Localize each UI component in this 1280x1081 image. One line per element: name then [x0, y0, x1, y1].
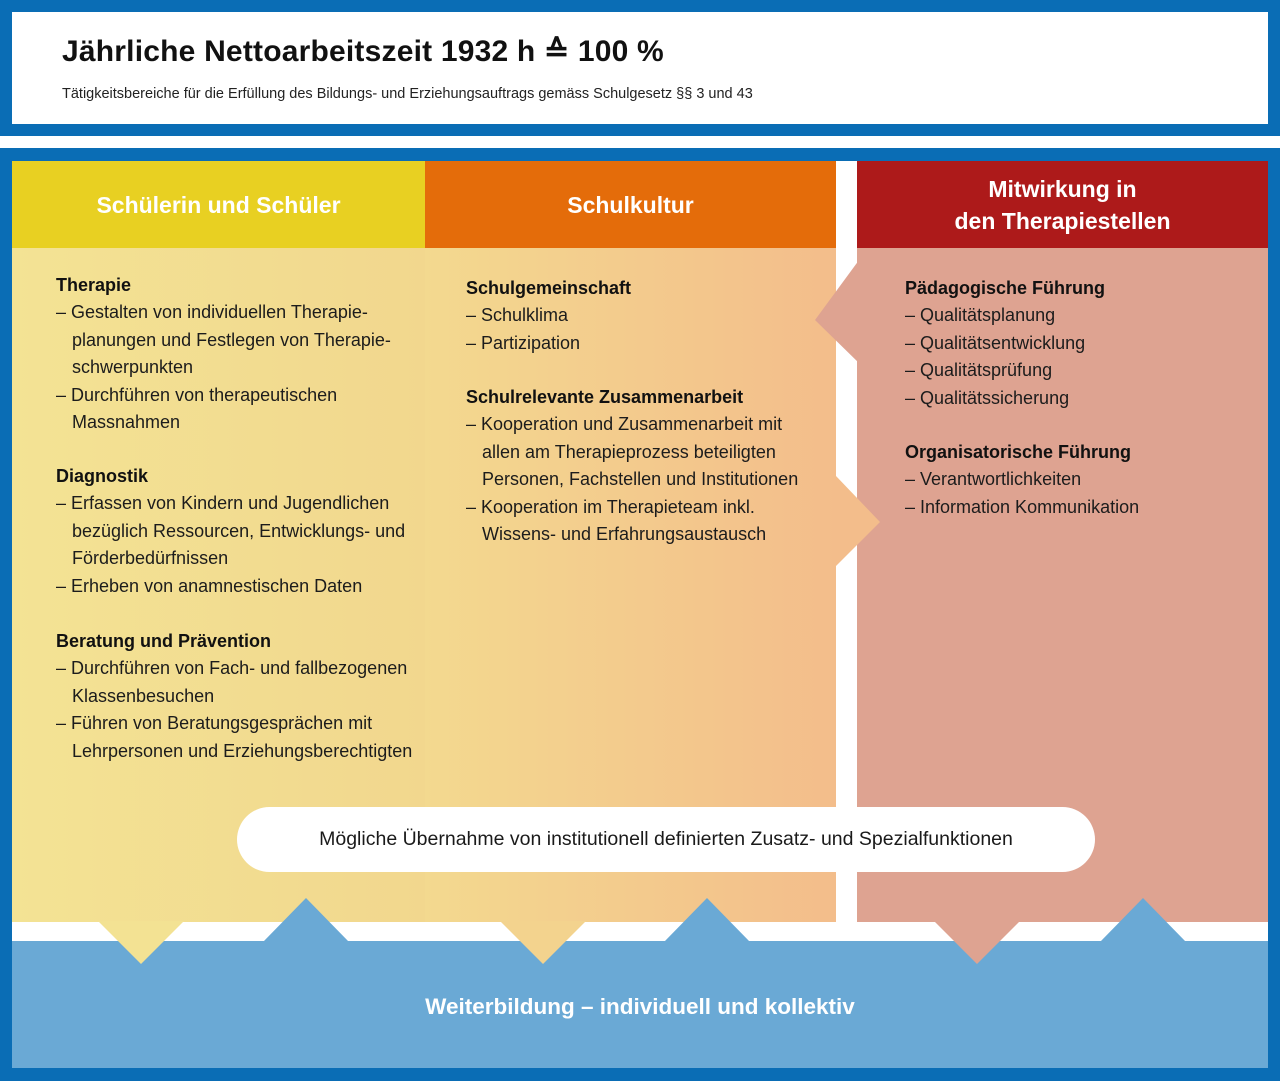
list-item: – Qualitätsprüfung [905, 360, 1053, 381]
list-item: – Kooperation und Zusammenarbeit mit allen am Therapieprozess beteiligten Personen, Fachstellen und Institutionen [466, 414, 799, 490]
list-item: – Schulklima [466, 305, 569, 326]
page-title: Jährliche Nettoarbeitszeit 1932 h ≙ 100 % [62, 35, 664, 68]
section-organisatorische-fuehrung [905, 439, 1245, 521]
column-header-therapiestellen [857, 161, 1268, 248]
section-heading: Beratung und Prävention [56, 631, 272, 651]
section-beratung [56, 628, 426, 765]
list-item: – Information Kommunikation [905, 496, 1140, 517]
list-item: – Erfassen von Kindern und Jugendlichen bezüglich Ressourcen, Entwicklungs- und Förderbedürfnissen [56, 493, 406, 569]
section-heading: Organisatorische Führung [905, 442, 1132, 462]
list-item: – Führen von Beratungsgesprächen mit Lehrpersonen und Erziehungsberechtigten [56, 713, 413, 761]
section-therapie [56, 272, 416, 436]
list-item: – Verantwortlichkeiten [905, 469, 1082, 490]
section-heading: Schulrelevante Zusammenarbeit [466, 387, 744, 407]
list-item: – Durchführen von Fach- und fallbezogenen Klassenbesuchen [56, 658, 408, 706]
column-title-line1: Mitwirkung in [988, 175, 1137, 202]
column-header-schulkultur [425, 161, 836, 248]
arrow-left-icon [812, 251, 862, 371]
arrow-down-icon [500, 921, 586, 965]
diagram-frame [0, 148, 1280, 1081]
column-title: Schülerin und Schüler [96, 191, 341, 218]
column-title-line2: den Therapiestellen [954, 207, 1171, 234]
arrow-up-icon [263, 898, 349, 942]
arrow-right-icon [832, 476, 882, 566]
list-item: – Qualitätsplanung [905, 305, 1056, 326]
section-zusammenarbeit [466, 384, 816, 548]
title-frame [0, 0, 1280, 136]
section-paedagogische-fuehrung [905, 275, 1245, 412]
weiterbildung-label: Weiterbildung – individuell und kollektiv [425, 994, 855, 1019]
section-heading: Therapie [56, 275, 132, 295]
section-heading: Schulgemeinschaft [466, 278, 632, 298]
list-item: – Durchführen von therapeutischen Massnahmen [56, 384, 338, 433]
column-header-schueler [12, 161, 425, 248]
diagram-canvas [12, 161, 1268, 1068]
list-item: – Erheben von anamnestischen Daten [56, 575, 363, 596]
page-subtitle: Tätigkeitsbereiche für die Erfüllung des Bildungs- und Erziehungsauftrags gemäss Schulgesetz §§ 3 und 43 [62, 86, 753, 102]
list-item: – Kooperation im Therapieteam inkl. Wissens- und Erfahrungsaustausch [466, 496, 767, 545]
section-diagnostik [56, 463, 416, 600]
arrow-up-icon [1100, 898, 1186, 942]
list-item: – Qualitätsentwicklung [905, 332, 1086, 353]
list-item: – Gestalten von individuellen Therapie-planungen und Festlegen von Therapie-schwerpunkten [56, 302, 391, 378]
arrow-down-icon [98, 921, 184, 965]
section-heading: Pädagogische Führung [905, 278, 1106, 298]
list-item: – Qualitätssicherung [905, 387, 1070, 408]
section-schulgemeinschaft [466, 275, 816, 357]
zusatzfunktionen-pill [237, 807, 1095, 872]
arrow-down-icon [934, 921, 1020, 965]
column-title: Schulkultur [567, 191, 694, 218]
section-heading: Diagnostik [56, 466, 149, 486]
list-item: – Partizipation [466, 332, 581, 353]
pill-label: Mögliche Übernahme von institutionell definierten Zusatz- und Spezialfunktionen [319, 828, 1013, 850]
arrow-up-icon [664, 898, 750, 942]
